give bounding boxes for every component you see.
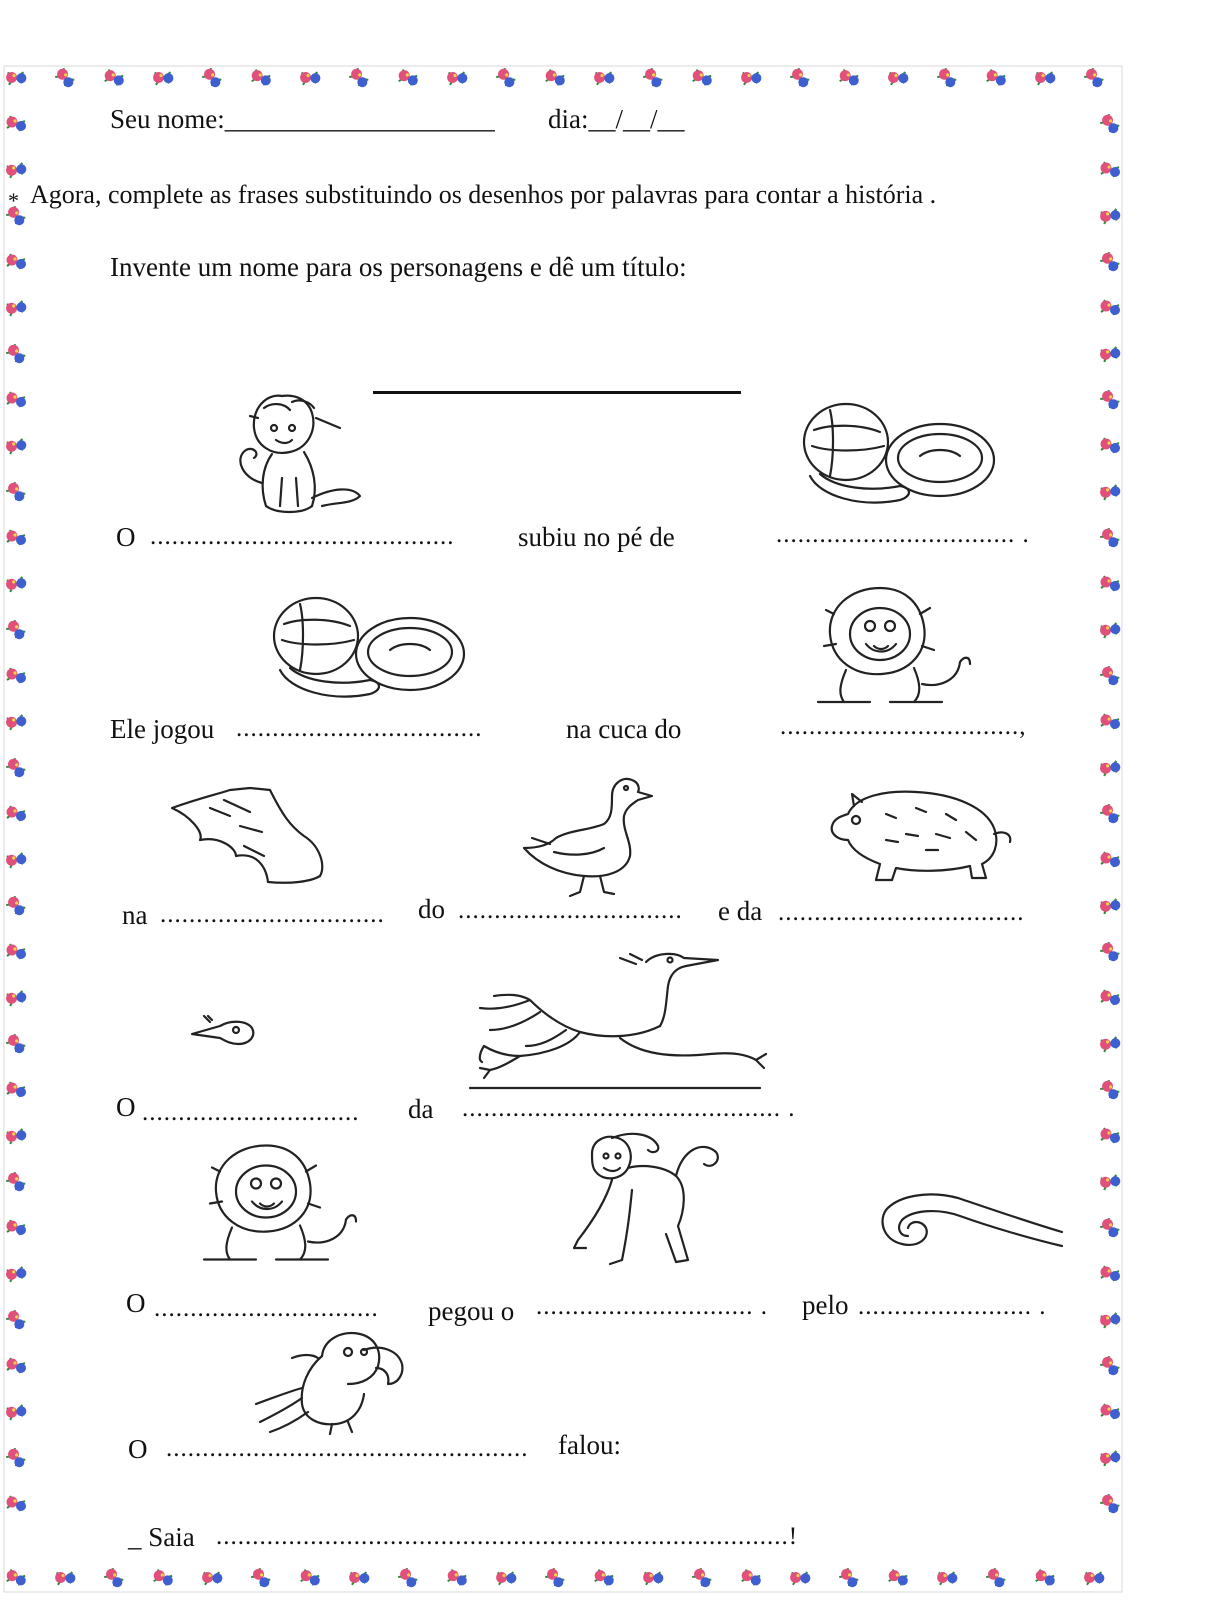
flower-icon	[4, 1446, 28, 1469]
flower-icon	[4, 848, 28, 871]
flower-icon	[7, 1496, 27, 1511]
s4-word-o: O	[116, 1092, 136, 1122]
s7-text-saia: _ Saia	[128, 1522, 195, 1552]
s5-word-pelo: pelo	[802, 1290, 849, 1320]
flower-icon	[4, 894, 28, 917]
flower-icon	[545, 69, 566, 86]
date-field-label: dia:__/__/__	[548, 104, 685, 134]
flower-icon	[1101, 852, 1121, 867]
flower-icon	[1101, 1266, 1121, 1281]
flower-icon	[1098, 802, 1122, 825]
flower-icon	[494, 1567, 517, 1588]
flower-icon	[7, 530, 27, 545]
s1-blank-2: ................................. .	[776, 521, 1030, 548]
duck-foot-drawing	[170, 786, 330, 896]
flower-icon	[4, 1170, 28, 1193]
s1-blank-1: ..........................................	[150, 523, 455, 550]
flower-icon	[1098, 204, 1122, 227]
flower-icon	[1098, 1078, 1122, 1101]
flower-icon	[300, 1569, 321, 1586]
flower-icon	[4, 342, 28, 365]
flower-icon	[1098, 1308, 1122, 1331]
flower-icon	[7, 1082, 27, 1097]
flower-icon	[7, 668, 27, 683]
flower-icon	[1098, 894, 1122, 917]
flower-icon	[1101, 714, 1121, 729]
coconut-drawing	[270, 590, 466, 708]
flower-icon	[251, 69, 272, 86]
s5-blank-2: .............................. .	[536, 1293, 768, 1320]
s2-blank-2: .................................,	[780, 713, 1027, 740]
flower-icon	[153, 1569, 174, 1586]
flower-icon	[104, 69, 125, 86]
flower-icon	[1082, 1567, 1105, 1588]
instruction-text: Agora, complete as frases substituindo os desenhos por palavras para contar a história .	[30, 180, 937, 209]
s3-blank-2: ...............................	[458, 897, 683, 924]
flower-icon	[4, 572, 28, 595]
flower-icon	[1101, 1404, 1121, 1419]
capybara-drawing	[826, 784, 1016, 884]
flower-icon	[7, 254, 27, 269]
flower-icon	[543, 1566, 567, 1589]
flower-icon	[1098, 1446, 1122, 1469]
s3-word-do: do	[418, 894, 445, 924]
flower-icon	[4, 67, 27, 88]
duck-drawing	[520, 768, 655, 898]
flower-icon	[1101, 162, 1121, 177]
flower-icon	[984, 1566, 1008, 1589]
flower-icon	[1098, 112, 1122, 135]
flower-icon	[839, 69, 860, 86]
flower-icon	[200, 66, 224, 89]
flower-icon	[347, 1567, 370, 1588]
flower-icon	[4, 480, 28, 503]
flower-icon	[1098, 1032, 1122, 1055]
flower-icon	[200, 1567, 223, 1588]
flower-icon	[788, 66, 812, 89]
flower-icon	[886, 67, 909, 88]
flower-icon	[6, 1569, 27, 1586]
flower-icon	[494, 66, 518, 89]
flower-icon	[1098, 342, 1122, 365]
ostrich-drawing	[470, 950, 770, 1090]
flower-icon	[739, 67, 762, 88]
flower-icon	[53, 66, 77, 89]
monkey-drawing	[222, 388, 367, 523]
flower-icon	[7, 944, 27, 959]
flower-icon	[4, 1262, 28, 1285]
flower-icon	[888, 1569, 909, 1586]
flower-icon	[1101, 576, 1121, 591]
s2-text-2: na cuca do	[566, 714, 682, 744]
flower-icon	[447, 1569, 468, 1586]
s5-blank-3: ........................ .	[858, 1293, 1047, 1320]
flower-icon	[4, 756, 28, 779]
s5-text-pegou: pegou o	[428, 1296, 515, 1326]
flower-icon	[398, 69, 419, 86]
s6-blank-1: ..................................................	[166, 1435, 529, 1462]
flower-icon	[1101, 1128, 1121, 1143]
s7-blank-1: ...............................................................................!	[216, 1523, 799, 1550]
s5-word-o: O	[126, 1288, 146, 1318]
flower-icon	[935, 66, 959, 89]
flower-icon	[396, 1566, 420, 1589]
flower-icon	[594, 1569, 615, 1586]
flower-icon	[592, 67, 615, 88]
s2-blank-1: ..................................	[236, 715, 483, 742]
s4-word-da: da	[408, 1094, 434, 1124]
s4-blank-2: ............................................ .	[462, 1095, 796, 1122]
flower-icon	[4, 296, 28, 319]
flower-icon	[641, 66, 665, 89]
coconut-drawing	[800, 396, 996, 514]
flower-icon	[1098, 480, 1122, 503]
s3-blank-1: ...............................	[160, 901, 385, 928]
flower-icon	[1098, 526, 1122, 549]
flower-icon	[935, 1567, 958, 1588]
flower-icon	[741, 1569, 762, 1586]
flower-icon	[690, 1566, 714, 1589]
flower-icon	[1101, 438, 1121, 453]
s3-word-e-da: e da	[718, 896, 763, 926]
flower-icon	[1101, 990, 1121, 1005]
flower-icon	[1033, 67, 1056, 88]
s5-blank-1: ...............................	[154, 1295, 379, 1322]
flower-icon	[1098, 1170, 1122, 1193]
flower-icon	[445, 67, 468, 88]
name-field-label: Seu nome:____________________	[110, 104, 495, 134]
monkey-drawing	[572, 1130, 722, 1272]
flower-icon	[4, 618, 28, 641]
s6-word-falou: falou:	[558, 1430, 621, 1460]
tail-drawing	[878, 1188, 1068, 1268]
s1-word-o: O	[116, 522, 136, 552]
flower-icon	[298, 67, 321, 88]
lion-drawing	[810, 584, 985, 709]
flower-icon	[1082, 66, 1106, 89]
flower-icon	[4, 434, 28, 457]
flower-icon	[837, 1566, 861, 1589]
s3-blank-3: ..................................	[778, 899, 1025, 926]
flower-icon	[1098, 1354, 1122, 1377]
flower-icon	[347, 66, 371, 89]
s4-blank-1: ..............................	[142, 1099, 360, 1126]
flower-icon	[1098, 388, 1122, 411]
flower-icon	[4, 710, 28, 733]
flower-icon	[151, 67, 174, 88]
lion-drawing	[196, 1140, 371, 1268]
flower-icon	[249, 1566, 273, 1589]
title-instruction-text: Invente um nome para os personagens e dê um título:	[110, 252, 687, 282]
s1-text: subiu no pé de	[518, 522, 675, 552]
flower-icon	[4, 1124, 28, 1147]
flower-icon	[1098, 1492, 1122, 1515]
flower-icon	[7, 116, 27, 131]
parrot-drawing	[252, 1328, 438, 1436]
flower-icon	[692, 69, 713, 86]
flower-icon	[4, 986, 28, 1009]
flower-icon	[1098, 664, 1122, 687]
flower-icon	[986, 69, 1007, 86]
bullet-asterisk: *	[8, 188, 19, 213]
flower-icon	[1098, 250, 1122, 273]
flower-icon	[7, 392, 27, 407]
s6-word-o: O	[128, 1434, 148, 1464]
flower-icon	[1098, 940, 1122, 963]
flower-icon	[1098, 618, 1122, 641]
flower-icon	[7, 1358, 27, 1373]
flower-icon	[4, 1308, 28, 1331]
flower-icon	[7, 1220, 27, 1235]
flower-icon	[4, 1032, 28, 1055]
flower-icon	[1101, 300, 1121, 315]
flower-icon	[7, 806, 27, 821]
flower-icon	[641, 1567, 664, 1588]
flower-icon	[102, 1566, 126, 1589]
title-blank-line	[373, 391, 741, 394]
flower-icon	[53, 1567, 76, 1588]
bird-head-drawing	[190, 1012, 260, 1050]
s2-text-1: Ele jogou	[110, 714, 215, 744]
flower-icon	[1098, 1216, 1122, 1239]
flower-icon	[788, 1567, 811, 1588]
s3-word-na: na	[122, 900, 148, 930]
flower-icon	[4, 158, 28, 181]
flower-icon	[1035, 1569, 1056, 1586]
flower-icon	[4, 1400, 28, 1423]
flower-icon	[1098, 756, 1122, 779]
